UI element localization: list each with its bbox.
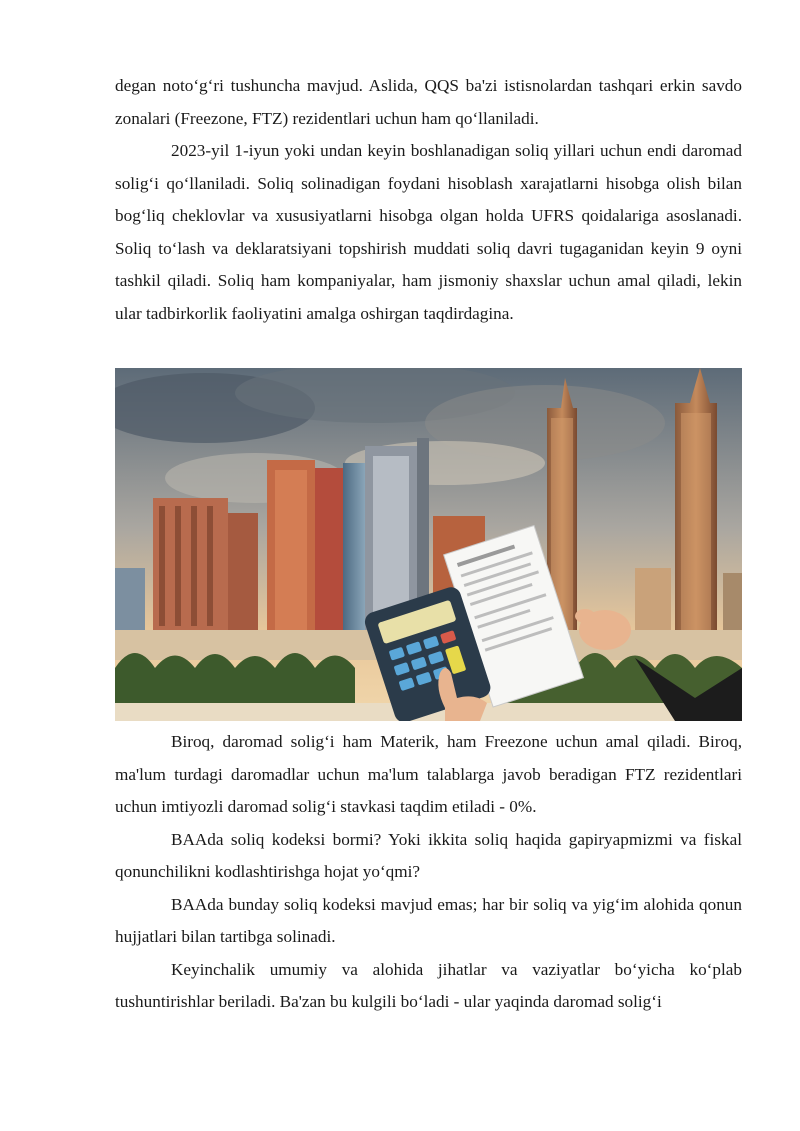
paragraph: 2023-yil 1-iyun yoki undan keyin boshlanadigan soliq yillari uchun endi daromad solig‘i qo‘llaniladi. Soliq solinadigan foydani hisoblash xarajatlarni hisobga olish bilan bog‘liq cheklovlar va xususiyatlarni hisobga olgan holda UFRS qoidalariga asoslanadi. Soliq to‘lash va deklaratsiyani topshirish muddati soliq davri tugaganidan keyin 9 oyni tashkil qiladi. Soliq ham kompaniyalar, ham jismoniy shaxslar uchun amal qiladi, lekin ular tadbirkorlik faoliyatini amalga oshirgan taqdirdagina. [115, 141, 742, 323]
city-tax-illustration [115, 368, 742, 721]
text-block-bottom [115, 726, 742, 1019]
paragraph: BAAda bunday soliq kodeksi mavjud emas; har bir soliq va yig‘im alohida qonun hujjatlari bilan tartibga solinadi. [115, 894, 742, 946]
paragraph: Biroq, daromad solig‘i ham Materik, ham Freezone uchun amal qiladi. Biroq, ma'lum turdagi daromadlar uchun ma'lum talablarga javob beradigan FTZ rezidentlari uchun imtiyozli daromad solig‘i stavkasi taqdim etiladi - 0%. [115, 732, 742, 816]
paragraph: degan noto‘g‘ri tushuncha mavjud. Aslida, QQS ba'zi istisnolardan tashqari erkin savdo zonalari (Freezone, FTZ) rezidentlari uchun ham qo‘llaniladi. [115, 76, 742, 128]
text-block-top [115, 70, 742, 330]
paragraph: Keyinchalik umumiy va alohida jihatlar va vaziyatlar bo‘yicha ko‘plab tushuntirishlar beriladi. Ba'zan bu kulgili bo‘ladi - ular yaqinda daromad solig‘i [115, 959, 742, 1011]
paragraph: BAAda soliq kodeksi bormi? Yoki ikkita soliq haqida gapiryapmizmi va fiskal qonunchilikni kodlashtirishga hojat yo‘qmi? [115, 829, 742, 881]
